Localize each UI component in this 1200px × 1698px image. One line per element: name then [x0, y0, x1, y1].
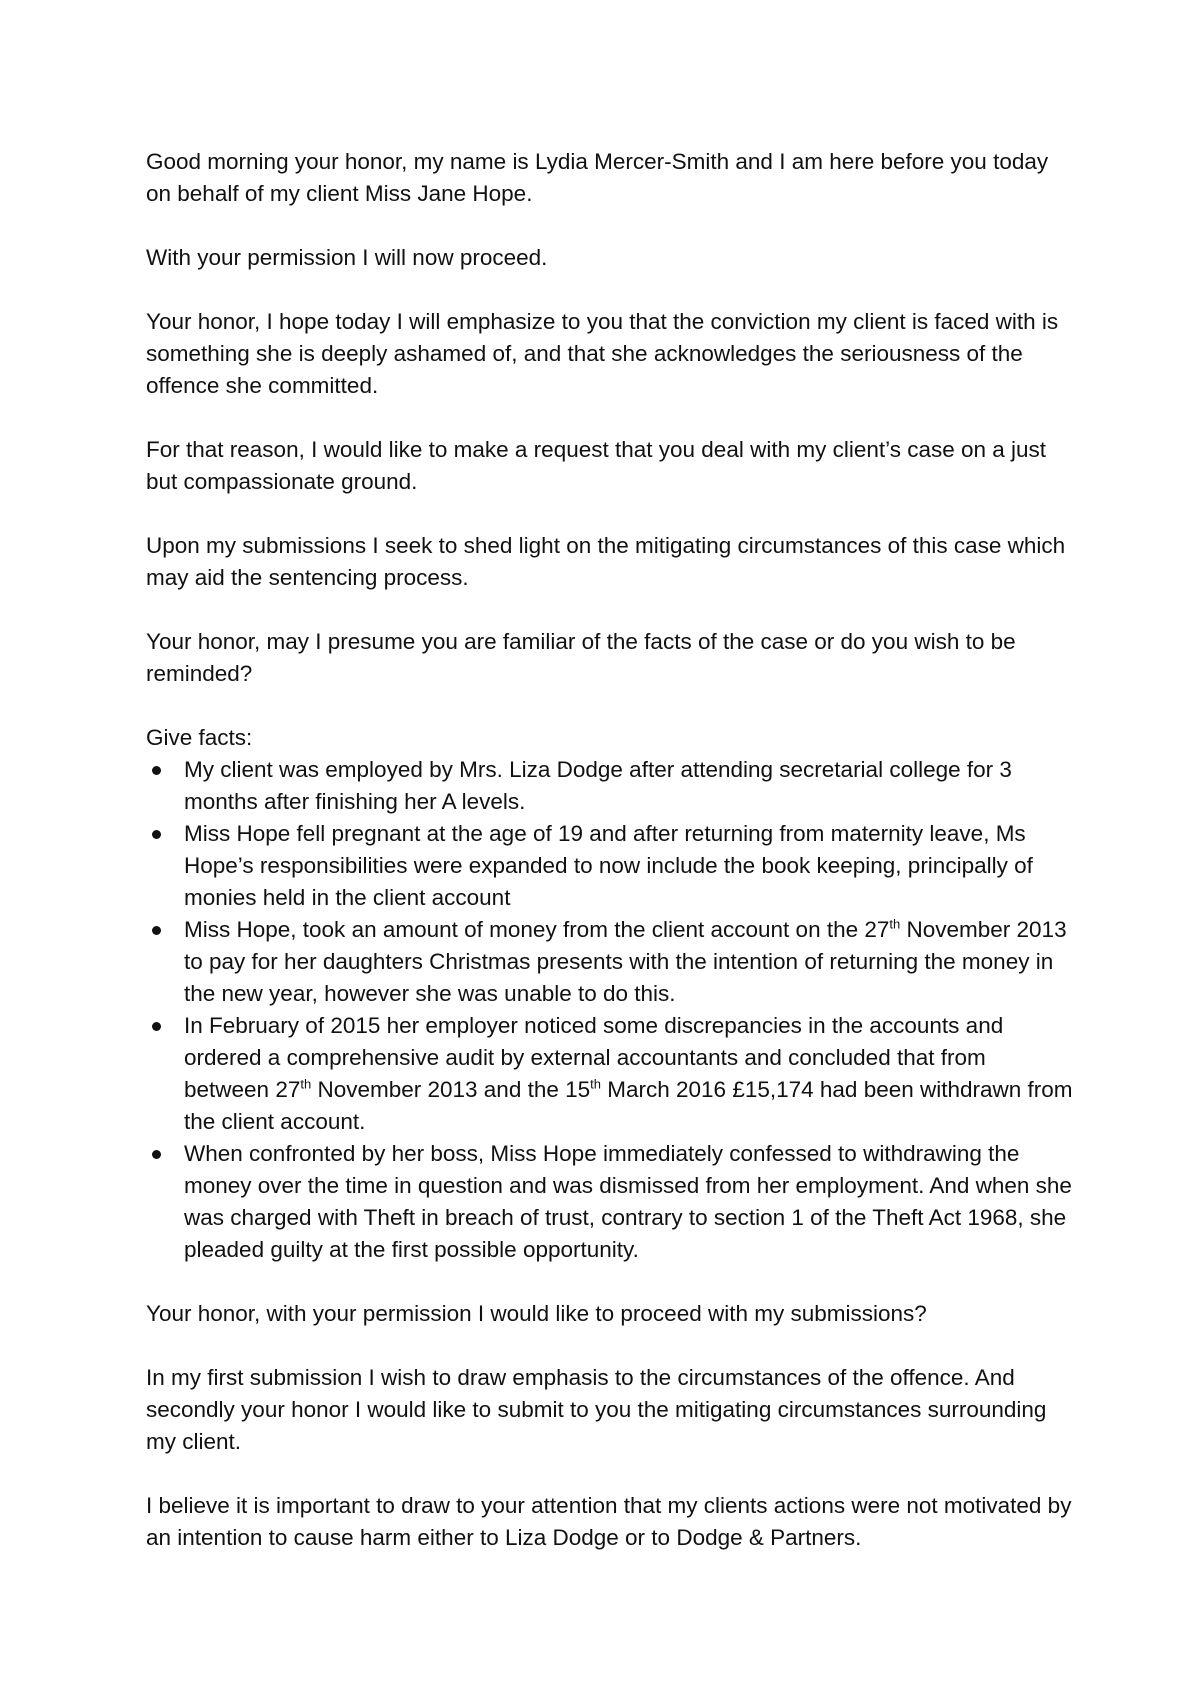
facts-list: [146, 754, 1076, 1266]
bullet-icon: [152, 766, 161, 775]
facts-heading: Give facts:: [146, 725, 253, 750]
ordinal-superscript: th: [300, 1076, 312, 1092]
ordinal-superscript: th: [889, 916, 901, 932]
fact-text: My client was employed by Mrs. Liza Dodge after attending secretarial college for 3 months after finishing her A levels.: [184, 757, 1012, 814]
fact-text: When confronted by her boss, Miss Hope immediately confessed to withdrawing the money over the time in question and was dismissed from her employment. And when she was charged with Theft in breach of trust, contrary to section 1 of the Theft Act 1968, she pleaded guilty at the first possible opportunity.: [184, 1141, 1072, 1262]
fact-text-part: In February of 2015 her employer noticed some discrepancies in the accounts and ordered a comprehensive audit by external accountants and concluded that from between 27: [184, 1013, 1004, 1102]
conviction-paragraph: Your honor, I hope today I will emphasize to you that the conviction my client is faced with is something she is deeply ashamed of, and that she acknowledges the seriousness of the offence she committed.: [146, 309, 1059, 398]
opening-paragraph: Good morning your honor, my name is Lydia Mercer-Smith and I am here before you today on behalf of my client Miss Jane Hope.: [146, 149, 1049, 206]
fact-item: [146, 1138, 1076, 1266]
proceed-paragraph: Your honor, with your permission I would like to proceed with my submissions?: [146, 1301, 927, 1326]
bullet-icon: [152, 926, 161, 935]
fact-text-part: March 2016 £15,174 had been withdrawn from the client account.: [184, 1077, 1073, 1134]
fact-item: [146, 914, 1076, 1010]
fact-text-part: November 2013 and the 15: [311, 1077, 591, 1102]
request-paragraph: For that reason, I would like to make a request that you deal with my client’s case on a just but compassionate ground.: [146, 437, 1047, 494]
fact-item: [146, 818, 1076, 914]
submissions-paragraph: Upon my submissions I seek to shed light on the mitigating circumstances of this case which may aid the sentencing process.: [146, 533, 1066, 590]
facts-question-paragraph: Your honor, may I presume you are familiar of the facts of the case or do you wish to be reminded?: [146, 629, 1016, 686]
fact-text: Miss Hope fell pregnant at the age of 19 and after returning from maternity leave, Ms Hope’s responsibilities were expanded to now include the book keeping, principally of monies held in the client account: [184, 821, 1033, 910]
permission-paragraph: With your permission I will now proceed.: [146, 245, 548, 270]
fact-item: [146, 1010, 1076, 1138]
document-body: [146, 146, 1076, 1586]
bullet-icon: [152, 830, 161, 839]
fact-text-part: November 2013 to pay for her daughters Christmas presents with the intention of returning the money in the new year, however she was unable to do this.: [184, 917, 1067, 1006]
first-submission-paragraph: In my first submission I wish to draw emphasis to the circumstances of the offence. And secondly your honor I would like to submit to you the mitigating circumstances surrounding my client.: [146, 1365, 1047, 1454]
bullet-icon: [152, 1150, 161, 1159]
ordinal-superscript: th: [590, 1076, 601, 1092]
fact-text-part: Miss Hope, took an amount of money from the client account on the 27: [184, 917, 890, 942]
bullet-icon: [152, 1022, 161, 1031]
motivation-paragraph: I believe it is important to draw to your attention that my clients actions were not motivated by an intention to cause harm either to Liza Dodge or to Dodge & Partners.: [146, 1493, 1072, 1550]
fact-item: [146, 754, 1076, 818]
